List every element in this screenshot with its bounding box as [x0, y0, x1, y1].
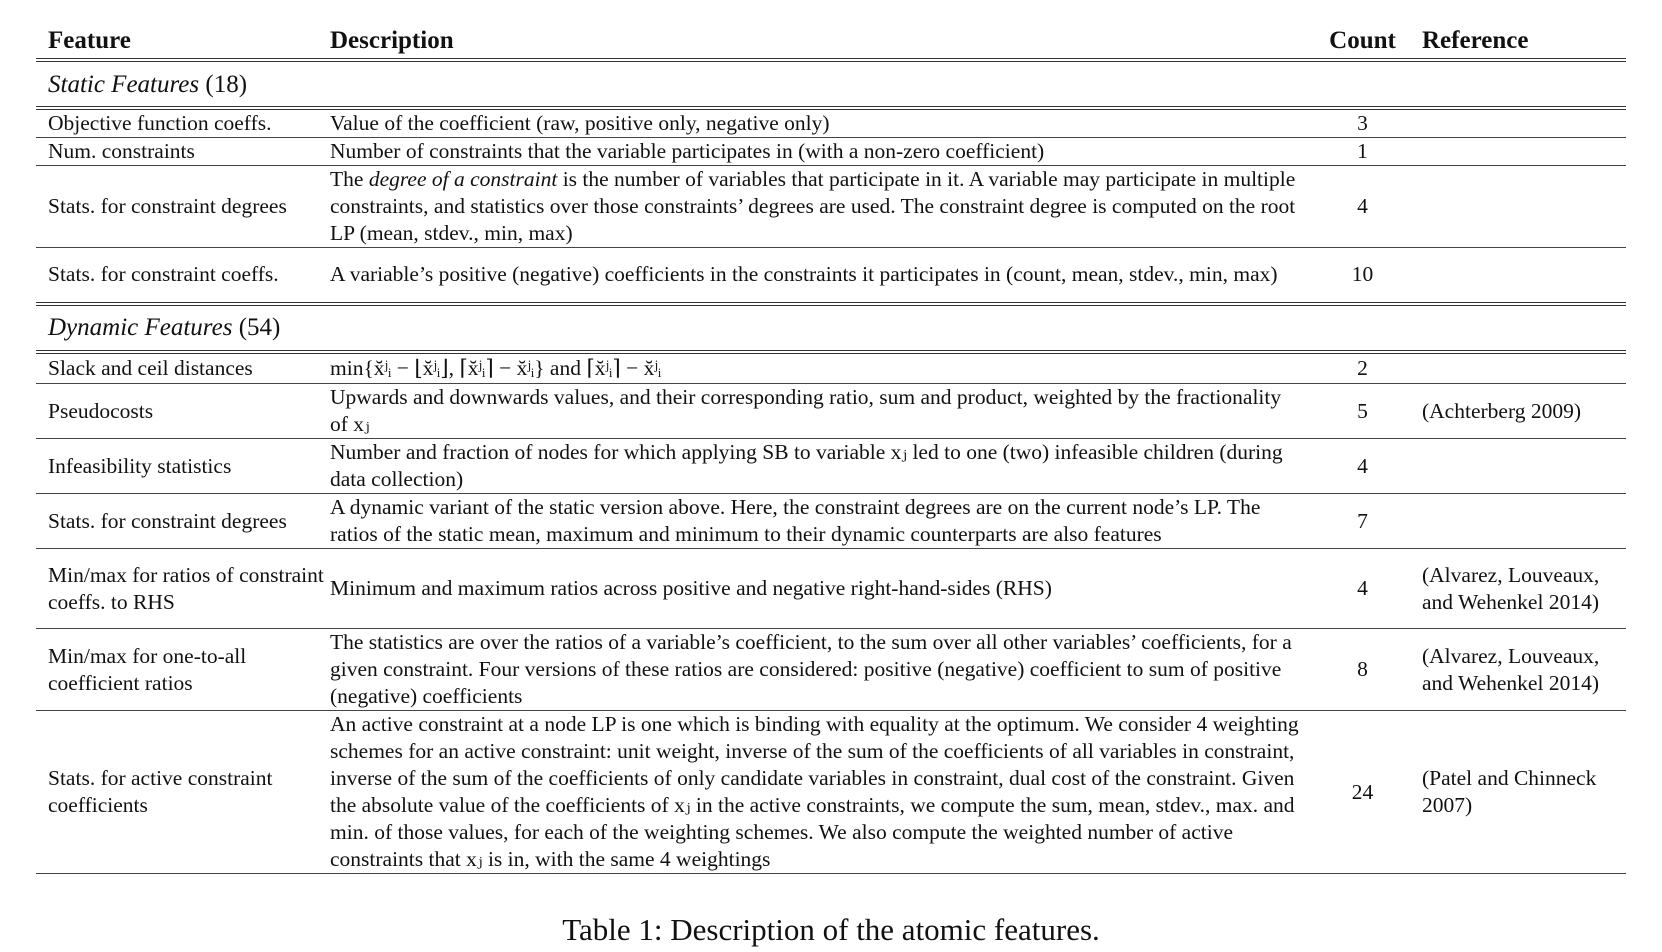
table-row	[36, 248, 1626, 304]
reference-cell	[1410, 352, 1626, 384]
count-cell: 3	[1357, 111, 1368, 135]
feature-cell: Stats. for active constraint coefficients	[48, 766, 273, 817]
table-row	[36, 711, 1626, 874]
feature-cell: Num. constraints	[48, 139, 195, 163]
reference-cell	[1410, 108, 1626, 138]
reference-cell	[1410, 439, 1626, 494]
feature-cell: Pseudocosts	[48, 398, 154, 423]
count-cell: 4	[1357, 194, 1368, 218]
table-row	[36, 108, 1626, 138]
description-cell: Number and fraction of nodes for which applying SB to variable xⱼ led to one (two) infeasible children (during data collection)	[330, 440, 1283, 491]
static-section-row	[36, 60, 1626, 108]
description-cell: Minimum and maximum ratios across positive and negative right-hand-sides (RHS)	[330, 576, 1052, 600]
dynamic-section-title: Dynamic Features (54)	[36, 304, 1626, 352]
count-cell: 1	[1357, 139, 1368, 163]
features-table-wrapper	[36, 20, 1626, 874]
description-cell: A variable’s positive (negative) coefficients in the constraints it participates in (count, mean, stdev., min, max)	[330, 262, 1278, 287]
count-cell: 7	[1357, 508, 1368, 533]
count-cell: 4	[1357, 576, 1368, 600]
table-row	[36, 138, 1626, 166]
feature-cell: Min/max for one-to-all coefficient ratios	[48, 643, 247, 695]
count-cell: 10	[1351, 262, 1374, 287]
reference-cell	[1410, 494, 1626, 549]
table-row	[36, 549, 1626, 629]
description-cell: Upwards and downwards values, and their corresponding ratio, sum and product, weighted by the fractionality of xⱼ	[330, 385, 1282, 436]
description-cell: A dynamic variant of the static version above. Here, the constraint degrees are on the current node’s LP. The ratios of the static mean, maximum and minimum to their dynamic counterparts are also features	[330, 495, 1261, 546]
description-cell: Number of constraints that the variable participates in (with a non-zero coefficient)	[330, 139, 1045, 163]
description-cell: An active constraint at a node LP is one which is binding with equality at the optimum. We consider 4 weighting schemes for an active constraint: unit weight, inverse of the sum of the coefficients of all variables in constraint, inverse of the sum of the coefficients of only candidate variables in constraint, dual cost of the constraint. Given the absolute value of the coefficients of xⱼ in the active constraints, we compute the sum, mean, stdev., max. and min. of those values, for each of the weighting schemes. We also compute the weighted number of active constraints that xⱼ is in, with the same 4 weightings	[330, 712, 1299, 871]
header-count: Count	[1329, 26, 1396, 54]
description-cell: Value of the coefficient (raw, positive only, negative only)	[330, 111, 830, 135]
table-row	[36, 166, 1626, 248]
table-caption: Table 1: Description of the atomic features.	[562, 912, 1100, 947]
table-row	[36, 384, 1626, 439]
table-row	[36, 629, 1626, 711]
feature-cell: Min/max for ratios of constraint coeffs. to RHS	[48, 562, 324, 614]
table-header-row	[36, 20, 1626, 60]
header-reference: Reference	[1422, 26, 1529, 54]
feature-cell: Objective function coeffs.	[48, 111, 272, 135]
dynamic-section-row	[36, 304, 1626, 352]
reference-cell: (Achterberg 2009)	[1422, 398, 1582, 423]
description-cell: min{x̆ʲᵢ − ⌊x̆ʲᵢ⌋, ⌈x̆ʲᵢ⌉ − x̆ʲᵢ} and ⌈x̆ʲᵢ⌉ − x̆ʲᵢ	[330, 355, 662, 380]
count-cell: 4	[1357, 453, 1368, 478]
count-cell: 5	[1357, 398, 1368, 423]
reference-cell	[1410, 248, 1626, 304]
feature-cell: Stats. for constraint degrees	[48, 194, 287, 218]
count-cell: 24	[1351, 779, 1374, 804]
header-description: Description	[330, 26, 454, 54]
table-row	[36, 494, 1626, 549]
reference-cell: (Alvarez, Louveaux, and Wehenkel 2014)	[1422, 562, 1600, 614]
reference-cell: (Alvarez, Louveaux, and Wehenkel 2014)	[1422, 643, 1600, 695]
feature-cell: Stats. for constraint coeffs.	[48, 262, 279, 287]
static-section-title: Static Features (18)	[36, 60, 1626, 108]
description-cell: The degree of a constraint is the number of variables that participate in it. A variable may participate in multiple constraints, and statistics over those constraints’ degrees are used. The constraint degree is computed on the root LP (mean, stdev., min, max)	[330, 167, 1296, 245]
feature-cell: Slack and ceil distances	[48, 355, 253, 380]
reference-cell	[1410, 166, 1626, 248]
table-row	[36, 439, 1626, 494]
reference-cell: (Patel and Chinneck 2007)	[1422, 766, 1597, 817]
description-cell: The statistics are over the ratios of a variable’s coefficient, to the sum over all other variables’ coefficients, for a given constraint. Four versions of these ratios are considered: positive (negative) coefficient to sum of positive (negative) coefficients	[330, 630, 1292, 708]
table-row	[36, 352, 1626, 384]
feature-cell: Infeasibility statistics	[48, 453, 232, 478]
features-table	[36, 20, 1626, 874]
count-cell: 8	[1357, 657, 1368, 681]
feature-cell: Stats. for constraint degrees	[48, 508, 287, 533]
reference-cell	[1410, 138, 1626, 166]
header-feature: Feature	[48, 26, 131, 54]
count-cell: 2	[1357, 355, 1368, 380]
